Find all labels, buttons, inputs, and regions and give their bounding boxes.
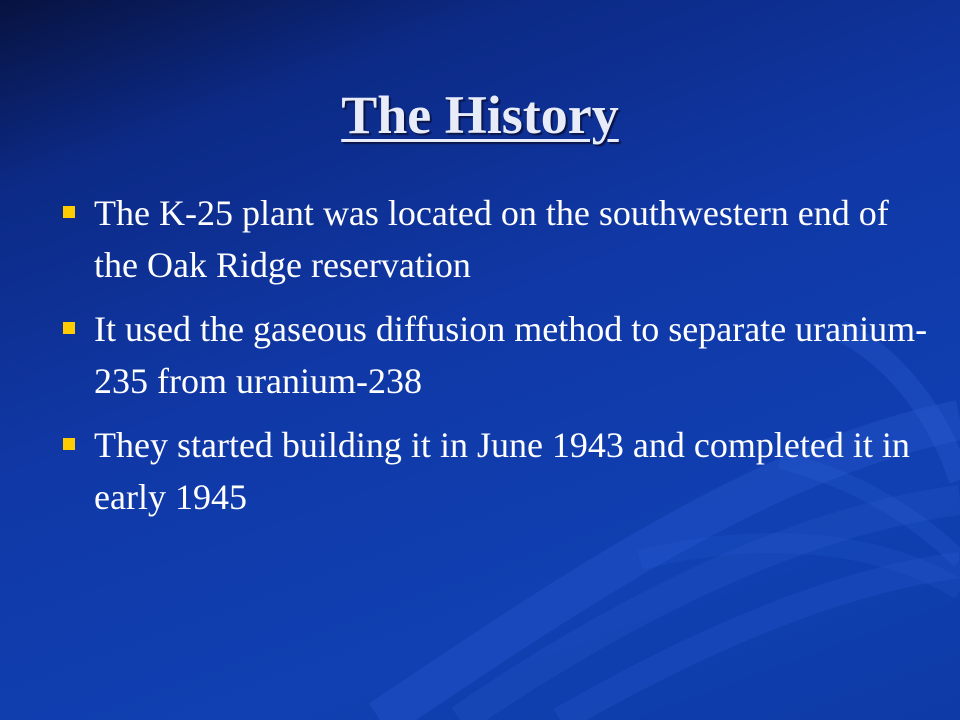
bullet-list bbox=[58, 187, 938, 535]
yellow-square-bullet-icon bbox=[63, 206, 75, 218]
bullet-item bbox=[58, 303, 938, 407]
bullet-text: They started building it in June 1943 and completed it in early 1945 bbox=[94, 425, 910, 517]
bullet-text: It used the gaseous diffusion method to separate uranium-235 from uranium-238 bbox=[94, 309, 928, 401]
bullet-text: The K-25 plant was located on the southwestern end of the Oak Ridge reservation bbox=[94, 193, 889, 285]
slide-title: The History bbox=[341, 85, 619, 145]
bullet-item bbox=[58, 187, 938, 291]
bullet-item bbox=[58, 419, 938, 523]
yellow-square-bullet-icon bbox=[63, 322, 75, 334]
yellow-square-bullet-icon bbox=[63, 438, 75, 450]
